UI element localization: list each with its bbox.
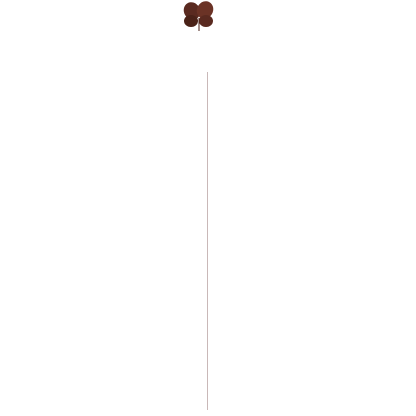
flower-icon [181, 0, 217, 32]
column-divider [207, 72, 208, 410]
